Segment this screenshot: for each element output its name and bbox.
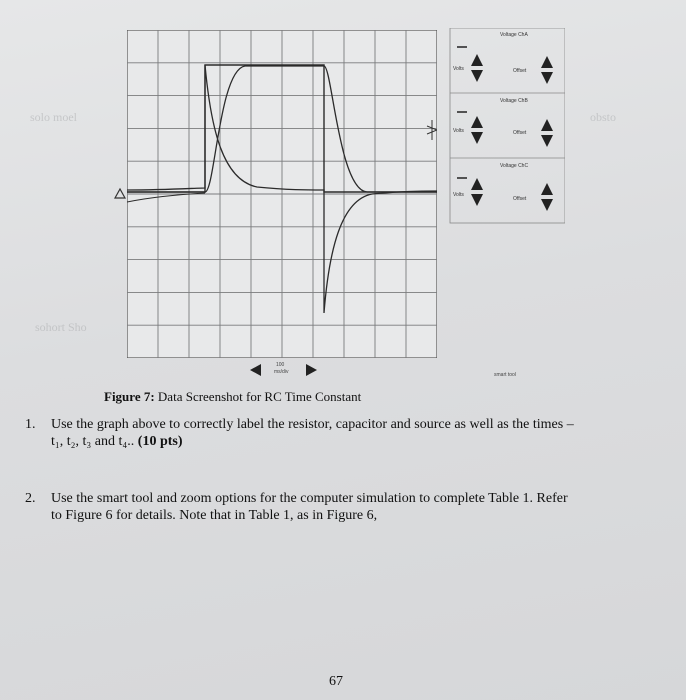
channel-c-offset-label: Offset <box>513 196 527 202</box>
page-number: 67 <box>329 674 343 689</box>
question-1-text: Use the graph above to correctly label the resistor, capacitor and source as well as the times – <box>51 417 574 432</box>
question-1-points: (10 pts) <box>134 434 183 449</box>
channel-a-offset-spinner-icon[interactable] <box>541 56 553 86</box>
channel-control-panel <box>445 28 565 238</box>
bleed-through-text: sohort Sho <box>35 320 87 334</box>
channel-b-label: Voltage ChB <box>500 98 528 104</box>
time-scale-value: 100 <box>276 362 285 368</box>
question-2-text: Use the smart tool and zoom options for the computer simulation to complete Table 1. Refer <box>51 491 568 506</box>
time-scale-unit: ms/div <box>274 369 289 375</box>
trigger-marker-icon[interactable] <box>114 187 126 199</box>
smart-tool-label[interactable]: smart tool <box>494 372 516 378</box>
channel-c-label: Voltage ChC <box>500 163 529 169</box>
channel-b-scale-spinner-icon[interactable] <box>471 116 483 146</box>
channel-a-label: Voltage ChA <box>500 32 528 38</box>
channel-a-scale-label: Volts <box>453 66 464 72</box>
question-2-text-line2: to Figure 6 for details. Note that in Table 1, as in Figure 6, <box>51 508 378 523</box>
channel-a-scale-spinner-icon[interactable] <box>471 54 483 84</box>
channel-a-offset-label: Offset <box>513 68 527 74</box>
channel-c-offset-spinner-icon[interactable] <box>541 183 553 213</box>
time-base-control <box>250 362 330 378</box>
oscilloscope-display <box>127 30 437 358</box>
channel-c-scale-spinner-icon[interactable] <box>471 178 483 208</box>
bleed-through-text: obsto <box>590 110 617 124</box>
time-increase-arrow-icon[interactable] <box>306 364 318 376</box>
question-1-times: t₁, t₂, t₃ and t₄.. <box>51 434 135 449</box>
channel-b-scale-label: Volts <box>453 128 464 134</box>
question-2-number: 2. <box>25 491 36 506</box>
question-1-text-line2 <box>51 433 661 450</box>
question-1 <box>25 416 675 452</box>
question-1-number: 1. <box>25 417 36 432</box>
channel-b-offset-spinner-icon[interactable] <box>541 119 553 149</box>
time-decrease-arrow-icon[interactable] <box>250 364 262 376</box>
channel-b-offset-label: Offset <box>513 130 527 136</box>
question-2 <box>25 490 675 526</box>
channel-c-scale-label: Volts <box>453 192 464 198</box>
figure-caption-text: Data Screenshot for RC Time Constant <box>154 389 362 404</box>
figure-caption-label: Figure 7: <box>104 389 155 404</box>
figure-caption <box>104 389 361 405</box>
bleed-through-text: solo moel <box>30 110 77 124</box>
